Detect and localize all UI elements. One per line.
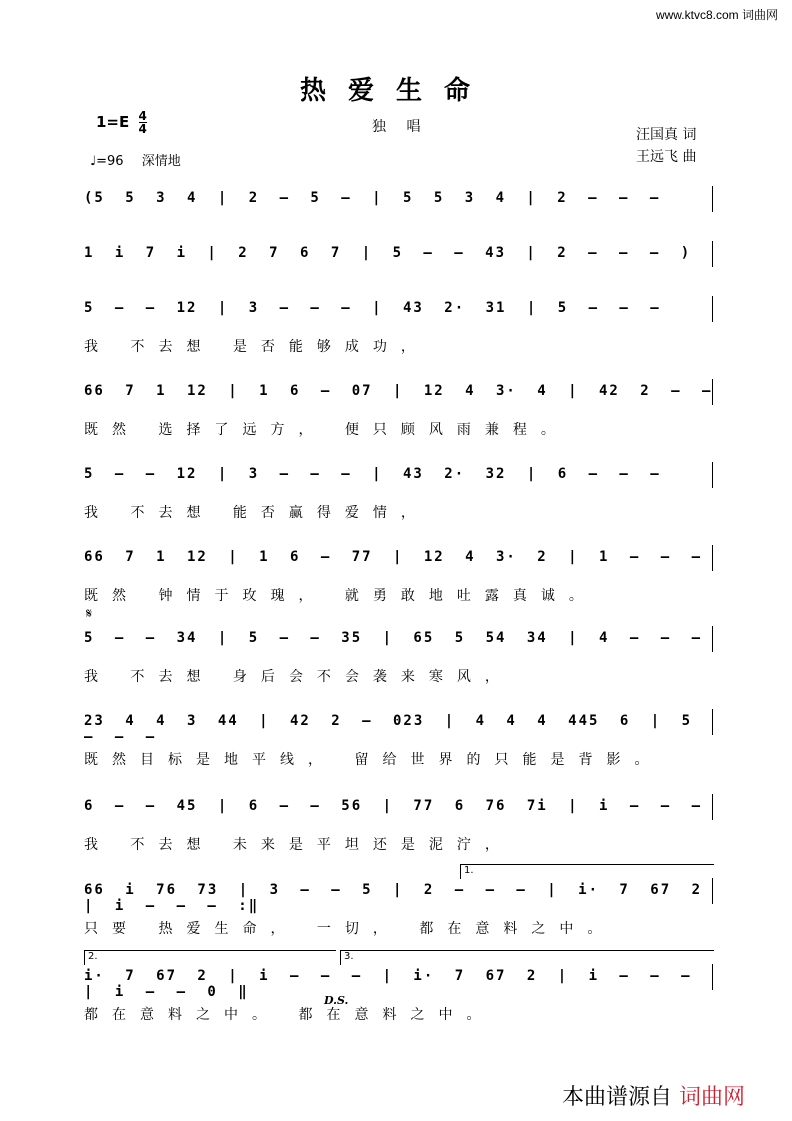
lyric-line: 我 不去想 是否能够成功， <box>84 339 429 355</box>
tempo-value: ♩=96 <box>90 154 124 169</box>
lyric-line: 既然 选择了远方， 便只顾风雨兼程。 <box>84 422 569 438</box>
time-top: 4 <box>138 109 147 123</box>
volta-2: 2. <box>84 950 336 965</box>
song-title: 热爱生命 <box>299 76 492 106</box>
lyric-line: 我 不去想 未来是平坦还是泥泞， <box>84 837 513 853</box>
tempo-marking <box>90 150 181 169</box>
end-barline <box>712 626 713 652</box>
end-barline <box>712 545 713 571</box>
end-barline <box>712 296 713 322</box>
footer-brand: 词曲网 <box>679 1085 746 1110</box>
lyric-line: 既然目标是地平线， 留给世界的只能是背影。 <box>84 752 663 768</box>
notation-line: 23 4 4 3 44 | 42 2 – 023 | 4 4 4 445 6 | 5 – – – <box>84 713 693 745</box>
notation-line: i· 7 67 2 | i – – – | i· 7 67 2 | i – – – | i – – 0 ‖ <box>84 968 692 1000</box>
end-barline <box>712 794 713 820</box>
key-text: 1=E <box>96 113 130 131</box>
end-barline <box>712 709 713 735</box>
end-barline <box>712 379 713 405</box>
notation-line: 66 i 76 73 | 3 – – 5 | 2 – – – | i· 7 67 2 | i – – – :‖ <box>84 882 703 914</box>
notation-line: 66 7 1 12 | 1 6 – 07 | 12 4 3· 4 | 42 2 – – <box>84 383 713 399</box>
lyric-line: 我 不去想 能否赢得爱情， <box>84 505 429 521</box>
lyric-line: 都在意料之中。 都在意料之中。 <box>84 1007 495 1023</box>
volta-1: 1. <box>460 864 714 879</box>
key-signature <box>96 110 147 135</box>
dal-segno-marking: D.S. <box>324 994 349 1007</box>
end-barline <box>712 964 713 990</box>
composer: 王远飞 曲 <box>636 149 697 165</box>
expression-marking: 深情地 <box>141 154 181 169</box>
time-signature <box>139 110 147 135</box>
notation-line: (5 5 3 4 | 2 – 5 – | 5 5 3 4 | 2 – – – <box>84 190 661 206</box>
end-barline <box>712 186 713 212</box>
end-barline <box>712 462 713 488</box>
volta-3: 3. <box>340 950 714 965</box>
lyric-line: 只要 热爱生命， 一切， 都在意料之中。 <box>84 921 616 937</box>
notation-line: 5 – – 12 | 3 – – – | 43 2· 32 | 6 – – – <box>84 466 661 482</box>
notation-line: 66 7 1 12 | 1 6 – 77 | 12 4 3· 2 | 1 – – – <box>84 549 703 565</box>
lyric-line: 我 不去想 身后会不会袭来寒风， <box>84 669 513 685</box>
segno-sign: 𝄋 <box>86 606 93 622</box>
time-bottom: 4 <box>138 122 147 136</box>
site-watermark: www.ktvc8.com 词曲网 <box>655 8 778 22</box>
lyric-line: 既然 钟情于玫瑰， 就勇敢地吐露真诚。 <box>84 588 597 604</box>
end-barline <box>712 241 713 267</box>
end-barline <box>712 878 713 904</box>
notation-line: 1 i 7 i | 2 7 6 7 | 5 – – 43 | 2 – – – ) <box>84 245 692 261</box>
lyricist: 汪国真 词 <box>636 127 697 143</box>
notation-line: 5 – – 34 | 5 – – 35 | 65 5 54 34 | 4 – – – <box>84 630 703 646</box>
performance-type: 独 唱 <box>372 119 429 135</box>
footer-prefix: 本曲谱源自 <box>562 1085 673 1110</box>
footer-source <box>562 1080 745 1111</box>
notation-line: 6 – – 45 | 6 – – 56 | 77 6 76 7i | i – – – <box>84 798 703 814</box>
notation-line: 5 – – 12 | 3 – – – | 43 2· 31 | 5 – – – <box>84 300 661 316</box>
